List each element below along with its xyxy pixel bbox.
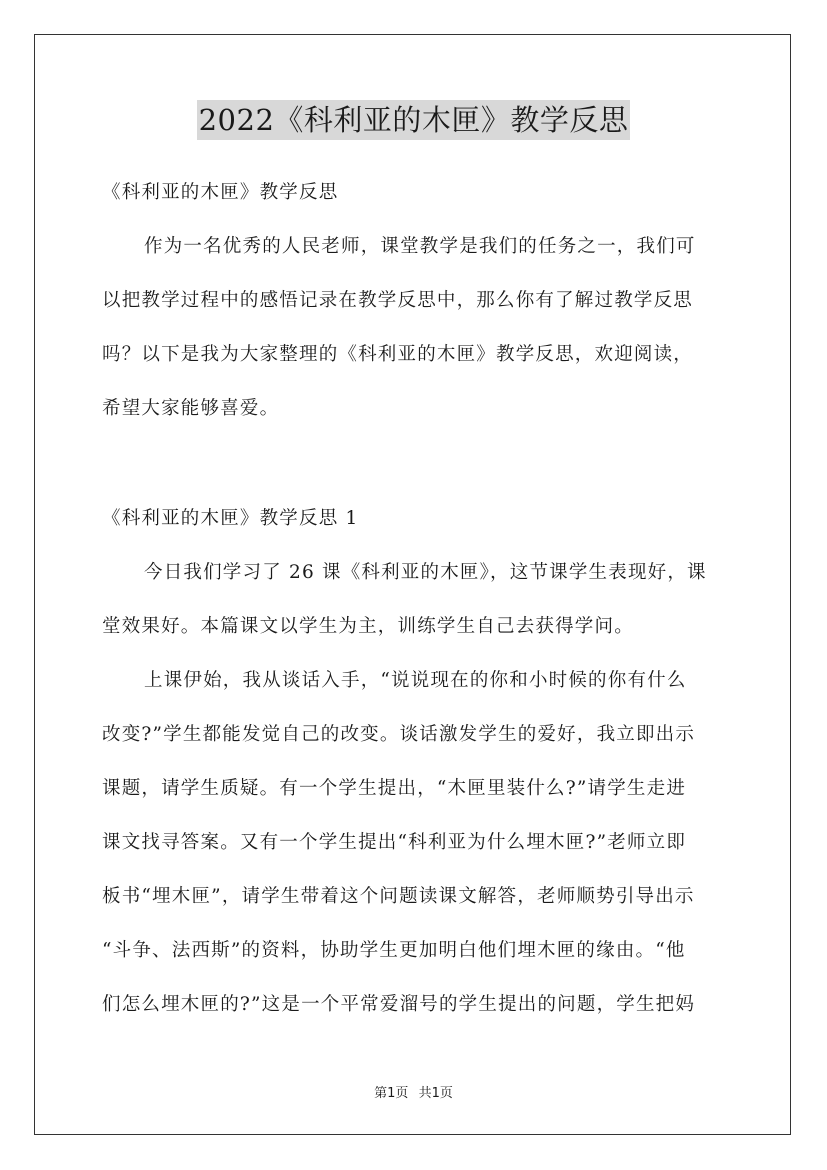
paragraph-line: 课题，请学生质疑。有一个学生提出，“木匣里装什么?”请学生走进 (102, 778, 687, 799)
intro-line: 作为一名优秀的人民老师，课堂教学是我们的任务之一，我们可 (144, 236, 696, 257)
title-container (0, 100, 827, 140)
intro-line: 希望大家能够喜爱。 (102, 398, 280, 419)
paragraph-line: 堂效果好。本篇课文以学生为主，训练学生自己去获得学问。 (102, 616, 634, 637)
paragraph-line: 课文找寻答案。又有一个学生提出“科利亚为什么埋木匣?”老师立即 (102, 832, 687, 853)
intro-line: 以把教学过程中的感悟记录在教学反思中，那么你有了解过教学反思 (102, 290, 694, 311)
section-1 (102, 492, 726, 1032)
document-title: 2022《科利亚的木匣》教学反思 (197, 100, 631, 140)
paragraph-line: 改变?”学生都能发觉自己的改变。谈话激发学生的爱好，我立即出示 (102, 724, 696, 745)
document-body (102, 166, 726, 436)
page-number: 第1页 (374, 1086, 409, 1101)
paragraph-line: 板书“埋木匣”，请学生带着这个问题读课文解答，老师顺势引导出示 (102, 886, 695, 907)
page-total: 共1页 (418, 1086, 453, 1101)
subtitle: 《科利亚的木匣》教学反思 (102, 182, 339, 203)
paragraph-line: “斗争、法西斯”的资料，协助学生更加明白他们埋木匣的缘由。“他 (102, 940, 686, 961)
paragraph-line: 们怎么埋木匣的?”这是一个平常爱溜号的学生提出的问题，学生把妈 (102, 994, 696, 1015)
page-footer (0, 1082, 827, 1101)
paragraph-line: 上课伊始，我从谈话入手，“说说现在的你和小时候的你有什么 (144, 670, 687, 691)
paragraph-line: 今日我们学习了 26 课《科利亚的木匣》，这节课学生表现好，课 (144, 562, 707, 583)
intro-line: 吗？以下是我为大家整理的《科利亚的木匣》教学反思，欢迎阅读， (102, 344, 694, 365)
section-heading: 《科利亚的木匣》教学反思 1 (102, 508, 359, 529)
